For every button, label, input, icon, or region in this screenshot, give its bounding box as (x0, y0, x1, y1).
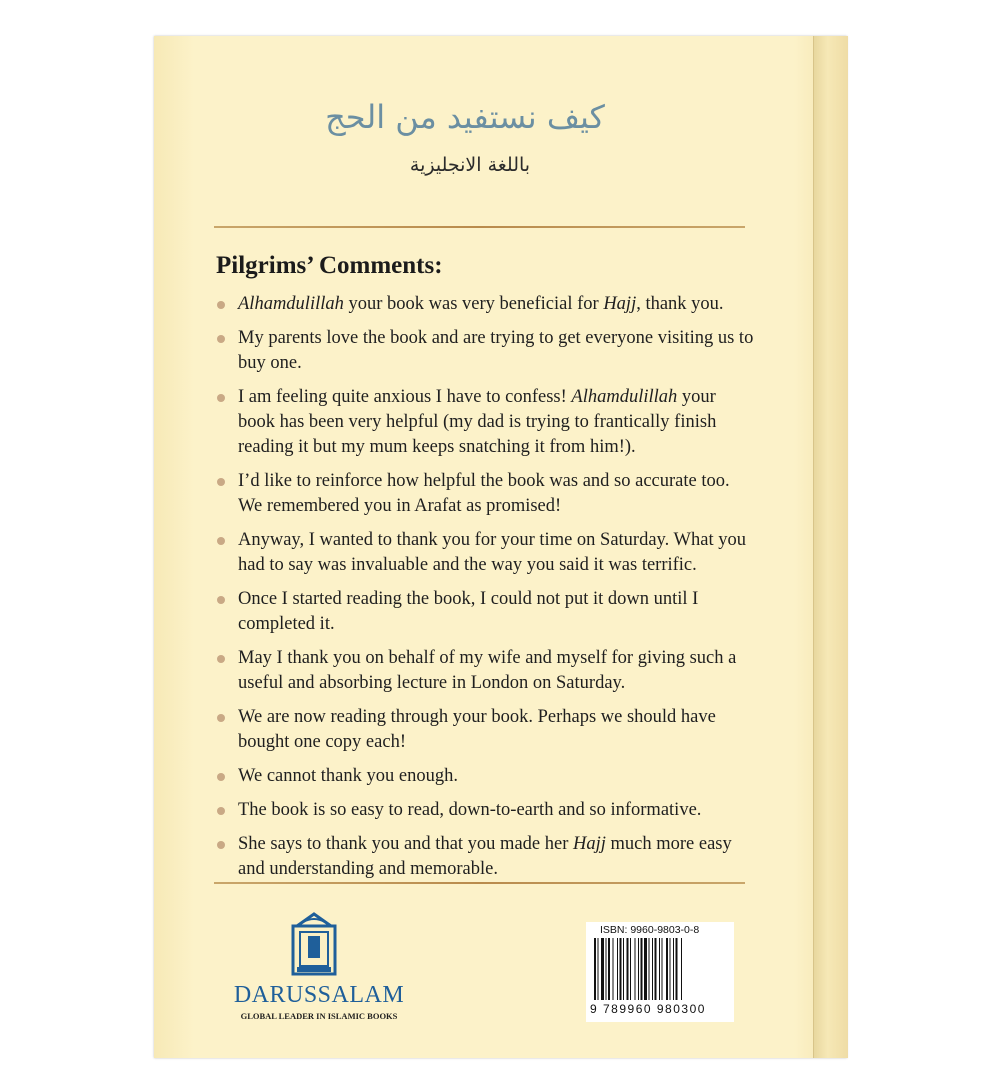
comment-text: , thank you. (636, 294, 724, 314)
bullet-icon (217, 596, 225, 604)
barcode-bar (627, 938, 629, 1000)
barcode-bar (598, 938, 599, 1000)
barcode-bar (644, 938, 647, 1000)
comment-item (214, 587, 754, 637)
barcode-bar (594, 938, 596, 1000)
bullet-icon (217, 537, 225, 545)
barcode-bar (630, 938, 631, 1000)
barcode-bar (606, 938, 607, 1000)
comment-item (214, 469, 754, 519)
barcode-bar (681, 938, 682, 1000)
barcode-bar (666, 938, 668, 1000)
bullet-icon (217, 807, 225, 815)
bullet-icon (217, 301, 225, 309)
comment-text-italic: Hajj (603, 294, 637, 314)
comment-text-italic: Alhamdulillah (238, 294, 344, 314)
comment-text: We are now reading through your book. Perhaps we should have bought one copy each! (238, 707, 716, 752)
barcode-bar (638, 938, 639, 1000)
comment-item (214, 292, 754, 317)
barcode-bars (592, 938, 728, 1000)
barcode-bar (649, 938, 650, 1000)
comments-list (214, 292, 754, 891)
barcode-bar (635, 938, 636, 1000)
darussalam-emblem-icon (291, 912, 337, 976)
barcode-bar (608, 938, 610, 1000)
comment-text: We cannot thank you enough. (238, 766, 458, 786)
barcode-bar (652, 938, 653, 1000)
comments-heading: Pilgrims’ Comments: (216, 252, 443, 279)
comment-text: She says to thank you and that you made her (238, 834, 573, 854)
barcode-bar (613, 938, 614, 1000)
bullet-icon (217, 394, 225, 402)
comment-text: May I thank you on behalf of my wife and myself for giving such a useful and absorbing lecture in London on Saturday. (238, 648, 737, 693)
publisher-name: DARUSSALAM (233, 982, 405, 1008)
comment-item (214, 385, 754, 460)
comment-item (214, 798, 754, 823)
barcode-bar (670, 938, 671, 1000)
bottom-divider (214, 882, 745, 884)
bullet-icon (217, 714, 225, 722)
barcode-bar (655, 938, 657, 1000)
bullet-icon (217, 773, 225, 781)
barcode-bar (601, 938, 604, 1000)
bullet-icon (217, 335, 225, 343)
barcode-bar (641, 938, 643, 1000)
comment-text: Anyway, I wanted to thank you for your time on Saturday. What you had to say was invaluable and the way you said it was terrific. (238, 530, 746, 575)
comment-item (214, 646, 754, 696)
comment-text: The book is so easy to read, down-to-earth and so informative. (238, 800, 702, 820)
comment-item (214, 528, 754, 578)
comment-text: My parents love the book and are trying to get everyone visiting us to buy one. (238, 328, 754, 373)
comment-text: your book was very beneficial for (343, 294, 604, 314)
comment-text: much more easy and understanding and memorable. (238, 834, 732, 879)
barcode-bar (673, 938, 674, 1000)
publisher-logo (220, 912, 420, 1022)
top-divider (214, 226, 745, 228)
arabic-subtitle: باللغة الانجليزية (409, 154, 531, 176)
comment-text: I am feeling quite anxious I have to confess! (238, 387, 572, 407)
barcode-bar (617, 938, 618, 1000)
isbn-text: ISBN: 9960-9803-0-8 (600, 924, 700, 936)
comment-text-italic: Hajj (573, 834, 606, 854)
comment-item (214, 832, 754, 882)
comment-item (214, 764, 754, 789)
bullet-icon (217, 655, 225, 663)
arabic-title: كيف نستفيد من الحج (325, 98, 605, 136)
bullet-icon (217, 841, 225, 849)
barcode-bar (623, 938, 624, 1000)
barcode-bar (676, 938, 678, 1000)
barcode-bar (659, 938, 660, 1000)
barcode-bar (662, 938, 663, 1000)
comment-text-italic: Alhamdulillah (571, 387, 678, 407)
publisher-tagline: GLOBAL LEADER IN ISLAMIC BOOKS (240, 1011, 398, 1021)
comment-text: your book has been very helpful (my dad is trying to frantically finish reading it but my mum keeps snatching it from him!). (238, 387, 717, 457)
comment-text: Once I started reading the book, I could not put it down until I completed it. (238, 589, 699, 634)
comment-text: I’d like to reinforce how helpful the book was and so accurate too. We remembered you in Arafat as promised! (238, 471, 730, 516)
bullet-icon (217, 478, 225, 486)
comment-item (214, 705, 754, 755)
barcode-number: 9 789960 980300 (590, 1002, 706, 1016)
comment-item (214, 326, 754, 376)
book-spine (813, 36, 848, 1058)
barcode-bar (620, 938, 622, 1000)
